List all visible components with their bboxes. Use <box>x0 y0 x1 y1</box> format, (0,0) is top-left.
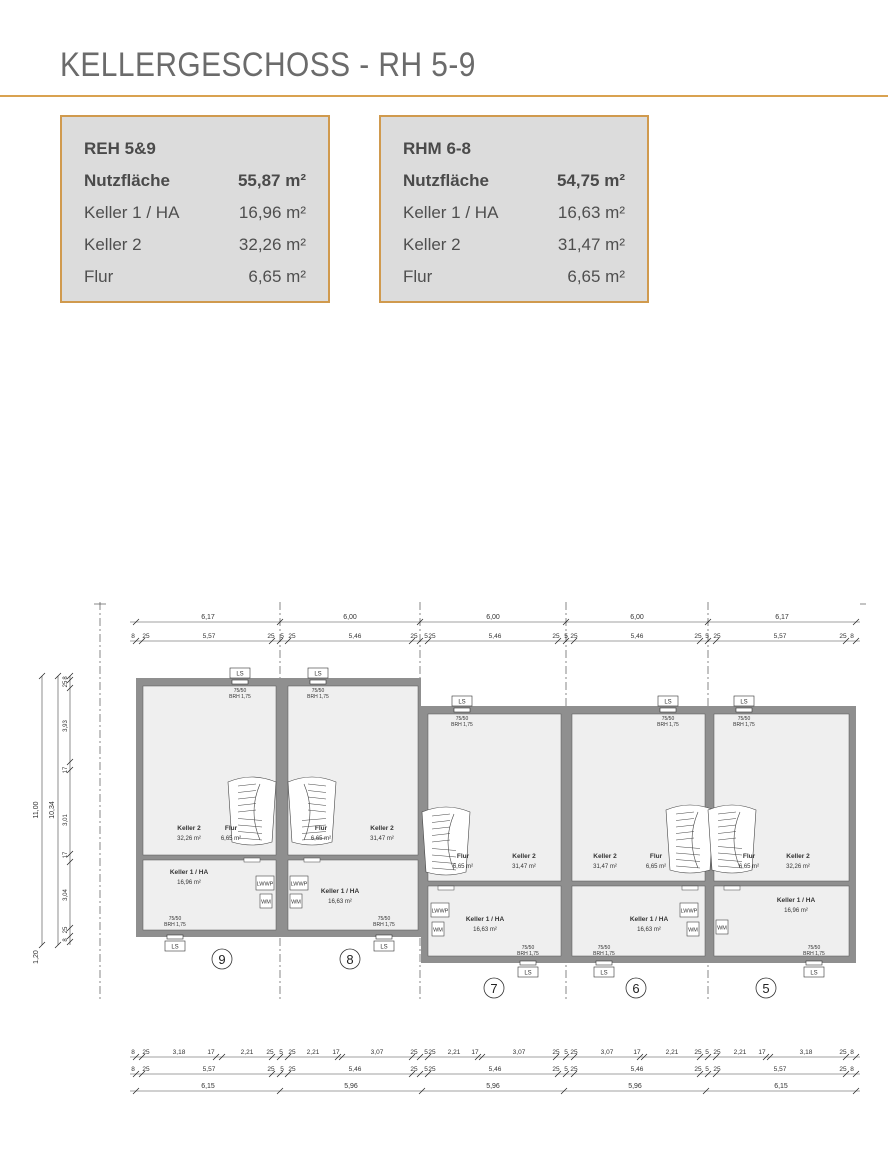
dimension-label: 5,96 <box>486 1083 500 1090</box>
dimension-label: 1,20 <box>33 950 40 964</box>
stair-frame <box>228 777 276 845</box>
window-brh-label: BRH 1,75 <box>593 951 615 957</box>
row-label: Nutzfläche <box>403 171 489 190</box>
dimension-label: 6,00 <box>630 614 644 621</box>
dimension-label: 8 <box>131 1049 135 1056</box>
room-area-flur: 6,65 m² <box>220 836 242 842</box>
dimension-label: 25 <box>267 1066 275 1073</box>
dimension-label: 8 <box>131 1066 135 1073</box>
dimension-label: 5 <box>424 633 428 640</box>
room-area-keller-1: 16,96 m² <box>784 908 808 914</box>
row-label: Keller 2 <box>84 235 142 254</box>
room-area-keller-2: 31,47 m² <box>593 864 617 870</box>
dimension-label: 25 <box>428 1066 436 1073</box>
dimension-label: 25 <box>694 1066 702 1073</box>
appliance-lwwp-label: LWWP <box>680 908 698 915</box>
ls-label: LS <box>740 699 748 706</box>
row-value: 16,63 m² <box>557 203 625 222</box>
dimension-label: 25 <box>713 633 721 640</box>
dimension-label: 3,01 <box>63 814 69 826</box>
dimension-label: 8 <box>850 1066 854 1073</box>
row-value: 16,96 m² <box>238 203 306 222</box>
dimension-label: 5 <box>424 1049 428 1056</box>
window-size-label: 75/50 <box>521 945 535 951</box>
dimension-label: 2,21 <box>306 1049 320 1056</box>
dimension-label: 17 <box>207 1049 215 1056</box>
room-label-keller-1: Keller 1 / HA <box>776 897 816 904</box>
dimension-label: 25 <box>713 1066 721 1073</box>
dimension-label: 17 <box>63 766 69 774</box>
window-size-label: 75/50 <box>377 916 391 922</box>
room-label-flur: Flur <box>456 853 470 860</box>
dimension-label: 25 <box>267 633 275 640</box>
room-area-keller-1: 16,63 m² <box>637 927 661 933</box>
dimension-label: 6,17 <box>201 614 215 621</box>
ls-label: LS <box>664 699 672 706</box>
window <box>596 961 612 965</box>
dimension-label: 2,21 <box>733 1049 747 1056</box>
dimension-label: 5 <box>280 1066 284 1073</box>
dimension-label: 5,57 <box>202 1066 216 1073</box>
dimension-label: 3,04 <box>63 889 69 901</box>
dimension-label: 5,46 <box>488 633 502 640</box>
dimension-label: 25 <box>63 680 69 688</box>
dimension-label: 6,15 <box>774 1083 788 1090</box>
row-value: 55,87 m² <box>237 171 306 190</box>
house-number: 7 <box>490 981 498 996</box>
dimension-label: 25 <box>570 1049 578 1056</box>
dimension-label: 3,07 <box>600 1049 614 1056</box>
window-brh-label: BRH 1,75 <box>657 722 679 728</box>
window <box>310 680 326 684</box>
row-value: 54,75 m² <box>556 171 625 190</box>
dimension-label: 17 <box>63 851 69 859</box>
room-label-keller-2: Keller 2 <box>593 853 617 860</box>
dimension-label: 25 <box>428 1049 436 1056</box>
dimension-label: 5 <box>564 633 568 640</box>
window <box>520 961 536 965</box>
appliance-wm-label: WM <box>717 925 727 932</box>
dimension-label: 8 <box>850 633 854 640</box>
dimension-label: 17 <box>758 1049 766 1056</box>
window-brh-label: BRH 1,75 <box>517 951 539 957</box>
room-label-keller-2: Keller 2 <box>512 853 536 860</box>
table-name: REH 5&9 <box>84 139 156 158</box>
room-area-flur: 6,65 m² <box>738 864 760 870</box>
window <box>736 708 752 712</box>
dimension-label: 25 <box>570 1066 578 1073</box>
dimension-label: 5,96 <box>628 1083 642 1090</box>
dimension-label: 5 <box>279 1049 283 1056</box>
row-value: 6,65 m² <box>567 267 625 286</box>
ls-label: LS <box>600 970 608 977</box>
room-area-flur: 6,65 m² <box>310 836 332 842</box>
ls-label: LS <box>171 944 179 951</box>
dimension-label: 3,07 <box>512 1049 526 1056</box>
room-area-keller-2: 31,47 m² <box>370 836 394 842</box>
window <box>167 935 183 939</box>
row-label: Keller 1 / HA <box>84 203 180 222</box>
dimension-label: 17 <box>471 1049 479 1056</box>
room-area-keller-1: 16,63 m² <box>473 927 497 933</box>
dimension-label: 5,46 <box>348 633 362 640</box>
row-label: Nutzfläche <box>84 171 170 190</box>
dimension-label: 6,00 <box>343 614 357 621</box>
dimension-label: 10,34 <box>49 801 56 819</box>
dimension-label: 25 <box>410 1066 418 1073</box>
ls-label: LS <box>314 671 322 678</box>
ls-label: LS <box>458 699 466 706</box>
window-brh-label: BRH 1,75 <box>229 694 251 700</box>
room-label-keller-1: Keller 1 / HA <box>629 916 669 923</box>
dimension-label: 25 <box>839 1066 847 1073</box>
dimension-label: 2,21 <box>447 1049 461 1056</box>
window-brh-label: BRH 1,75 <box>307 694 329 700</box>
room-area-keller-2: 32,26 m² <box>177 836 201 842</box>
stair-landing <box>304 858 320 862</box>
window <box>232 680 248 684</box>
dimension-label: 6,17 <box>775 614 789 621</box>
stair-landing <box>724 886 740 890</box>
room-label-flur: Flur <box>224 825 238 832</box>
dimension-label: 3,93 <box>63 720 69 732</box>
window-brh-label: BRH 1,75 <box>803 951 825 957</box>
ls-label: LS <box>236 671 244 678</box>
appliance-wm-label: WM <box>688 927 698 934</box>
dimension-label: 5,46 <box>630 1066 644 1073</box>
dimension-label: 5,46 <box>630 633 644 640</box>
window-size-label: 75/50 <box>597 945 611 951</box>
dimension-label: 6,15 <box>201 1083 215 1090</box>
dimension-label: 5 <box>280 633 284 640</box>
appliance-lwwp-label: LWWP <box>431 908 449 915</box>
dimension-label: 25 <box>63 926 69 934</box>
window-size-label: 75/50 <box>233 688 247 694</box>
dimension-label: 25 <box>713 1049 721 1056</box>
window-size-label: 75/50 <box>807 945 821 951</box>
room-label-flur: Flur <box>742 853 756 860</box>
appliance-wm-label: WM <box>433 927 443 934</box>
window-size-label: 75/50 <box>311 688 325 694</box>
stair-landing <box>438 886 454 890</box>
room-label-keller-1: Keller 1 / HA <box>169 869 209 876</box>
window-size-label: 75/50 <box>661 716 675 722</box>
room-label-keller-1: Keller 1 / HA <box>465 916 505 923</box>
row-value: 31,47 m² <box>557 235 625 254</box>
dimension-label: 25 <box>839 633 847 640</box>
table-name: RHM 6-8 <box>403 139 472 158</box>
window-brh-label: BRH 1,75 <box>373 922 395 928</box>
window <box>376 935 392 939</box>
dimension-label: 6,00 <box>486 614 500 621</box>
dimension-label: 5,96 <box>344 1083 358 1090</box>
house-number: 8 <box>346 952 354 967</box>
house-number: 5 <box>762 981 770 996</box>
window-size-label: 75/50 <box>168 916 182 922</box>
dimension-label: 3,18 <box>172 1049 186 1056</box>
dimension-label: 25 <box>552 1066 560 1073</box>
dimension-label: 25 <box>288 1049 296 1056</box>
dimension-label: 25 <box>552 633 560 640</box>
ls-label: LS <box>810 970 818 977</box>
room <box>143 860 276 930</box>
dimension-label: 17 <box>633 1049 641 1056</box>
dimension-label: 5,46 <box>488 1066 502 1073</box>
room-label-keller-1: Keller 1 / HA <box>320 888 360 895</box>
dimension-label: 8 <box>850 1049 854 1056</box>
room-label-keller-2: Keller 2 <box>786 853 810 860</box>
row-label: Keller 2 <box>403 235 461 254</box>
dimension-label: 3,07 <box>370 1049 384 1056</box>
dimension-label: 25 <box>410 633 418 640</box>
dimension-label: 25 <box>552 1049 560 1056</box>
dimension-label: 25 <box>570 633 578 640</box>
dimension-label: 5 <box>424 1066 428 1073</box>
dimension-label: 5 <box>705 633 709 640</box>
dimension-label: 17 <box>332 1049 340 1056</box>
row-value: 32,26 m² <box>238 235 306 254</box>
window <box>454 708 470 712</box>
stair-landing <box>682 886 698 890</box>
dimension-label: 25 <box>288 633 296 640</box>
dimension-label: 25 <box>142 1049 150 1056</box>
room-area-keller-1: 16,63 m² <box>328 899 352 905</box>
room-area-keller-2: 31,47 m² <box>512 864 536 870</box>
stair-frame <box>288 777 336 845</box>
dimension-label: 2,21 <box>240 1049 254 1056</box>
dimension-label: 5,57 <box>202 633 216 640</box>
window-size-label: 75/50 <box>455 716 469 722</box>
appliance-wm-label: WM <box>261 899 271 906</box>
dimension-label: 5 <box>705 1049 709 1056</box>
dimension-label: 25 <box>266 1049 274 1056</box>
dimension-label: 25 <box>428 633 436 640</box>
dimension-label: 8 <box>63 938 69 942</box>
dimension-label: 2,21 <box>665 1049 679 1056</box>
dimension-label: 5,57 <box>773 1066 787 1073</box>
row-label: Flur <box>84 267 114 286</box>
window-brh-label: BRH 1,75 <box>451 722 473 728</box>
room-area-flur: 6,65 m² <box>645 864 667 870</box>
dimension-label: 3,18 <box>799 1049 813 1056</box>
row-label: Keller 1 / HA <box>403 203 499 222</box>
dimension-label: 8 <box>63 676 69 680</box>
room-label-flur: Flur <box>314 825 328 832</box>
room <box>288 860 418 930</box>
stair-landing <box>244 858 260 862</box>
dimension-label: 25 <box>288 1066 296 1073</box>
dimension-label: 25 <box>410 1049 418 1056</box>
dimension-label: 5 <box>705 1066 709 1073</box>
window-brh-label: BRH 1,75 <box>733 722 755 728</box>
window <box>660 708 676 712</box>
window-size-label: 75/50 <box>737 716 751 722</box>
dimension-label: 8 <box>131 633 135 640</box>
dimension-label: 5 <box>564 1049 568 1056</box>
house-number: 9 <box>218 952 226 967</box>
stair-frame <box>708 805 756 873</box>
room-label-keller-2: Keller 2 <box>370 825 394 832</box>
dimension-label: 25 <box>694 633 702 640</box>
appliance-lwwp-label: LWWP <box>256 881 274 888</box>
room-label-keller-2: Keller 2 <box>177 825 201 832</box>
room-label-flur: Flur <box>649 853 663 860</box>
appliance-wm-label: WM <box>291 899 301 906</box>
dimension-label: 5 <box>564 1066 568 1073</box>
ls-label: LS <box>524 970 532 977</box>
dimension-label: 25 <box>694 1049 702 1056</box>
row-label: Flur <box>403 267 433 286</box>
room-area-flur: 6,65 m² <box>452 864 474 870</box>
appliance-lwwp-label: LWWP <box>290 881 308 888</box>
dimension-label: 25 <box>142 633 150 640</box>
row-value: 6,65 m² <box>248 267 306 286</box>
dimension-label: 25 <box>142 1066 150 1073</box>
page-title: KELLERGESCHOSS - RH 5-9 <box>60 46 476 84</box>
room-area-keller-2: 32,26 m² <box>786 864 810 870</box>
room-area-keller-1: 16,96 m² <box>177 880 201 886</box>
dimension-label: 11,00 <box>33 801 40 819</box>
stair-frame <box>666 805 714 873</box>
window <box>806 961 822 965</box>
dimension-label: 25 <box>839 1049 847 1056</box>
house-number: 6 <box>632 981 640 996</box>
dimension-label: 5,46 <box>348 1066 362 1073</box>
ls-label: LS <box>380 944 388 951</box>
dimension-label: 5,57 <box>773 633 787 640</box>
window-brh-label: BRH 1,75 <box>164 922 186 928</box>
